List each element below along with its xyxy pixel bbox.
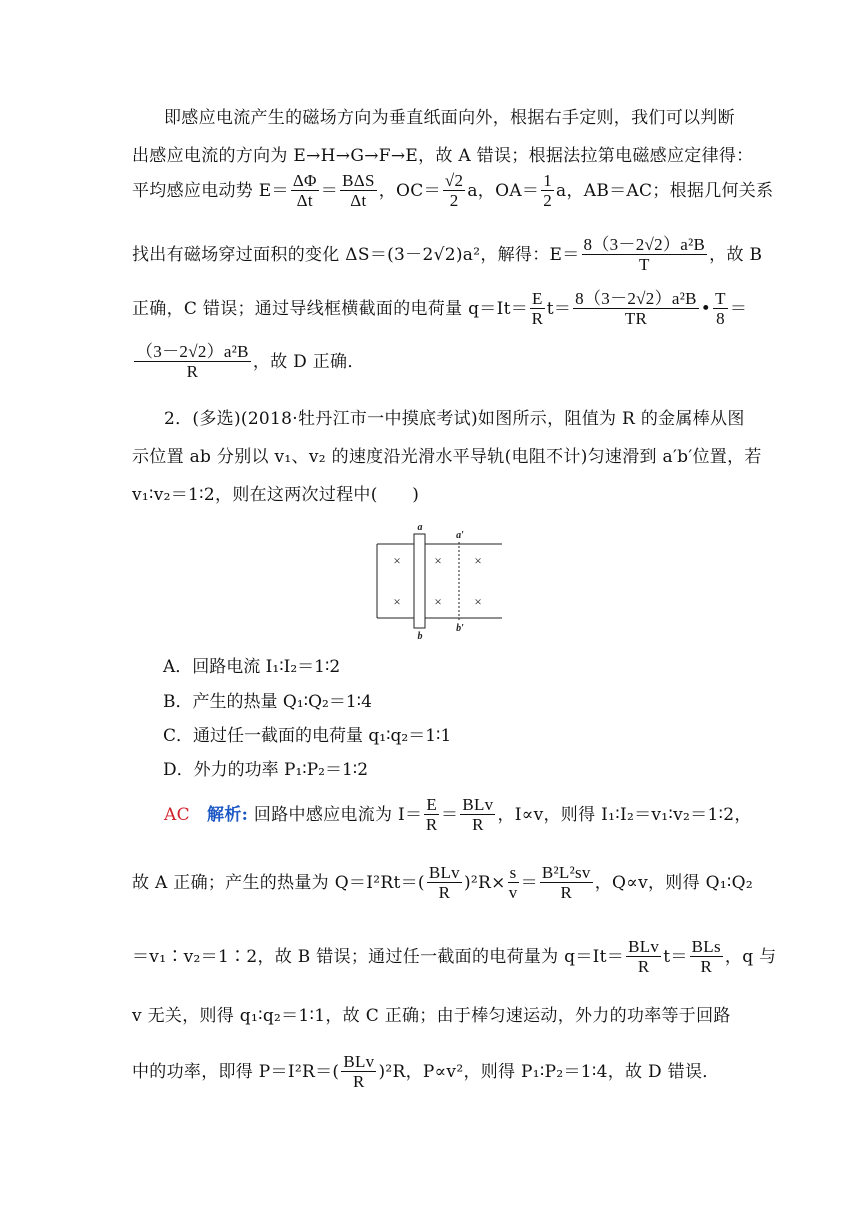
text-fragment: 正确，C 错误；通过导线框横截面的电荷量 q＝It＝ bbox=[132, 299, 529, 319]
text-fragment: ＝ bbox=[729, 299, 748, 319]
fraction bbox=[427, 864, 462, 903]
numerator: BLv bbox=[462, 795, 494, 814]
text-fragment: ，OC＝ bbox=[378, 181, 441, 201]
fraction bbox=[530, 290, 545, 329]
analysis-line: v 无关，则得 q₁∶q₂＝1∶1，故 C 正确；由于棒匀速运动，外力的功率等于回路 bbox=[132, 1006, 731, 1026]
numerator: 8（3－2√2）a²B bbox=[583, 235, 706, 254]
text-fragment: )²R× bbox=[463, 873, 506, 893]
text-fragment: t＝ bbox=[546, 299, 572, 319]
cross-mark: × bbox=[393, 594, 401, 609]
text-fragment: )²R，P∝v²，则得 P₁∶P₂＝1∶4，故 D 错误． bbox=[378, 1062, 720, 1082]
fraction bbox=[626, 938, 661, 977]
analysis-line bbox=[132, 1053, 720, 1092]
cross-mark: × bbox=[434, 553, 442, 568]
text-fragment: ，故 B bbox=[709, 245, 763, 265]
cross-mark: × bbox=[434, 594, 442, 609]
fraction bbox=[443, 172, 465, 211]
numerator: T bbox=[715, 289, 726, 308]
text-fragment: 回路中感应电流为 I＝ bbox=[253, 805, 423, 825]
denominator: 2 bbox=[449, 191, 459, 210]
text-fragment: ＝v₁∶v₂＝1∶2，故 B 错误；通过任一截面的电荷量为 q＝It＝ bbox=[132, 947, 625, 967]
numerator: B²L²sv bbox=[541, 863, 591, 882]
equation-line bbox=[132, 236, 762, 275]
denominator: v bbox=[508, 883, 518, 902]
text-fragment: 平均感应电动势 E＝ bbox=[132, 181, 289, 201]
denominator: TR bbox=[624, 309, 648, 328]
text-fragment: 找出有磁场穿过面积的变化 ΔS＝(3－2√2)a²，解得：E＝ bbox=[132, 245, 580, 265]
text-fragment: 中的功率，即得 P＝I²R＝( bbox=[132, 1062, 340, 1082]
numerator: BLv bbox=[628, 937, 660, 956]
fraction bbox=[541, 172, 554, 211]
fraction bbox=[540, 864, 593, 903]
numerator: √2 bbox=[444, 171, 464, 190]
denominator: R bbox=[472, 815, 484, 834]
fraction bbox=[341, 1053, 376, 1092]
cross-mark: × bbox=[474, 594, 482, 609]
text-line: 出感应电流的方向为 E→H→G→F→E，故 A 错误；根据法拉第电磁感应定律得： bbox=[132, 146, 754, 166]
option-c: C．通过任一截面的电荷量 q₁∶q₂＝1∶1 bbox=[163, 726, 452, 746]
rail-diagram bbox=[370, 520, 510, 645]
option-a: A．回路电流 I₁∶I₂＝1∶2 bbox=[163, 657, 341, 677]
denominator: R bbox=[425, 815, 438, 834]
fraction bbox=[424, 796, 439, 835]
analysis-line bbox=[132, 938, 776, 977]
text-fragment: a，AB＝AC；根据几何关系 bbox=[556, 181, 774, 201]
fraction bbox=[573, 290, 699, 329]
option-d: D．外力的功率 P₁∶P₂＝1∶2 bbox=[163, 760, 369, 780]
text-line: 即感应电流产生的磁场方向为垂直纸面向外，根据右手定则，我们可以判断 bbox=[164, 108, 735, 128]
denominator: R bbox=[438, 883, 451, 902]
denominator: R bbox=[560, 883, 573, 902]
numerator: （3－2√2）a²B bbox=[136, 342, 249, 361]
text-fragment: ＝ bbox=[320, 181, 339, 201]
answer-key: AC bbox=[164, 805, 190, 825]
fraction bbox=[134, 343, 251, 382]
numerator: s bbox=[509, 863, 517, 882]
fraction bbox=[291, 172, 319, 211]
cross-mark: × bbox=[393, 553, 401, 568]
numerator: 1 bbox=[543, 171, 553, 190]
numerator: E bbox=[532, 289, 543, 308]
fraction bbox=[340, 172, 377, 211]
text-fragment: • bbox=[700, 299, 712, 319]
label-a: a bbox=[417, 522, 423, 533]
analysis-line bbox=[132, 864, 753, 903]
text-fragment: 故 A 正确；产生的热量为 Q＝I²Rt＝( bbox=[132, 873, 425, 893]
text-fragment: ，q 与 bbox=[724, 947, 777, 967]
option-b: B．产生的热量 Q₁∶Q₂＝1∶4 bbox=[163, 692, 372, 712]
question-stem: v₁∶v₂＝1∶2，则在这两次过程中( ) bbox=[132, 485, 420, 505]
denominator: R bbox=[186, 362, 199, 381]
fraction bbox=[508, 864, 519, 903]
denominator: R bbox=[531, 309, 544, 328]
analysis-line bbox=[164, 796, 752, 835]
label-a-prime: a′ bbox=[456, 530, 464, 541]
numerator: BLv bbox=[428, 863, 460, 882]
numerator: E bbox=[426, 795, 438, 814]
text-fragment: ＝ bbox=[520, 873, 538, 893]
cross-mark: × bbox=[474, 553, 482, 568]
fraction bbox=[690, 938, 723, 977]
denominator: R bbox=[700, 957, 713, 976]
text-fragment: ＝ bbox=[441, 805, 459, 825]
equation-line bbox=[132, 343, 365, 382]
text-fragment: t＝ bbox=[663, 947, 688, 967]
numerator: BΔS bbox=[342, 171, 375, 190]
label-b-prime: b′ bbox=[456, 623, 464, 634]
denominator: T bbox=[639, 255, 650, 274]
denominator: 8 bbox=[716, 309, 725, 328]
equation-line bbox=[132, 290, 747, 329]
text-fragment: a，OA＝ bbox=[467, 181, 540, 201]
denominator: Δt bbox=[296, 191, 313, 210]
fraction bbox=[713, 290, 728, 329]
fraction bbox=[460, 796, 495, 835]
numerator: BLv bbox=[343, 1052, 375, 1071]
label-b: b bbox=[417, 631, 423, 642]
question-stem: 2．(多选)(2018·牡丹江市一中摸底考试)如图所示，阻值为 R 的金属棒从图 bbox=[164, 409, 745, 429]
denominator: Δt bbox=[350, 191, 367, 210]
text-fragment: ，故 D 正确． bbox=[252, 352, 365, 372]
denominator: 2 bbox=[543, 191, 553, 210]
text-fragment: ，I∝v，则得 I₁∶I₂＝v₁∶v₂＝1∶2， bbox=[497, 805, 752, 825]
numerator: ΔΦ bbox=[292, 171, 317, 190]
denominator: R bbox=[353, 1072, 365, 1091]
numerator: BLs bbox=[691, 937, 721, 956]
text-fragment: ，Q∝v，则得 Q₁∶Q₂ bbox=[594, 873, 754, 893]
numerator: 8（3－2√2）a²B bbox=[575, 289, 697, 308]
fraction bbox=[582, 236, 708, 275]
equation-line bbox=[132, 172, 773, 211]
analysis-tag: 解析: bbox=[207, 805, 249, 825]
question-stem: 示位置 ab 分别以 v₁、v₂ 的速度沿光滑水平导轨(电阻不计)匀速滑到 a′b′位置，若 bbox=[132, 447, 762, 467]
denominator: R bbox=[637, 957, 650, 976]
